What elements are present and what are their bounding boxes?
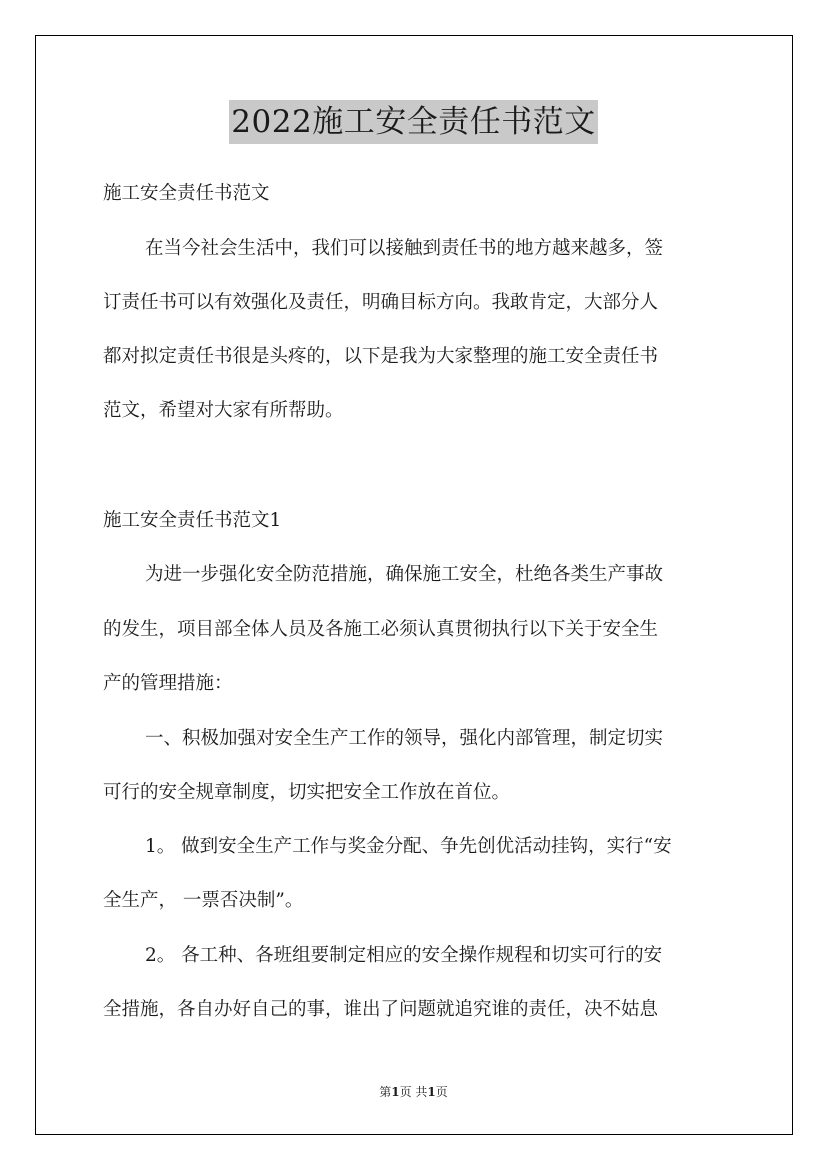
page-suffix: 页: [435, 1085, 448, 1099]
document-title: 2022施工安全责任书范文: [229, 100, 597, 144]
section-heading: 施工安全责任书范文: [103, 183, 270, 204]
paragraph-line: 可行的安全规章制度，切实把安全工作放在首位。: [103, 782, 511, 803]
paragraph-line: 为进一步强化安全防范措施，确保施工安全，杜绝各类生产事故: [145, 564, 664, 585]
paragraph-line: 2。 各工种、各班组要制定相应的安全操作规程和切实可行的安: [145, 945, 663, 966]
paragraph-line: 产的管理措施：: [103, 673, 233, 694]
page-mid: 页 共: [399, 1085, 428, 1099]
paragraph-line: 全措施，各自办好自己的事，谁出了问题就追究谁的责任，决不姑息: [103, 999, 659, 1020]
paragraph-line: 的发生，项目部全体人员及各施工必须认真贯彻执行以下关于安全生: [103, 619, 659, 640]
total-page-number: 1: [427, 1085, 436, 1099]
title-container: [0, 100, 827, 144]
paragraph-line: 全生产， 一票否决制”。: [103, 890, 304, 911]
paragraph-line: 1。 做到安全生产工作与奖金分配、争先创优活动挂钩，实行“安: [145, 836, 672, 857]
page-footer: [0, 1083, 827, 1100]
paragraph-line: 在当今社会生活中，我们可以接触到责任书的地方越来越多，签: [145, 238, 664, 259]
current-page-number: 1: [391, 1085, 400, 1099]
page-prefix: 第: [379, 1085, 392, 1099]
paragraph-line: 范文，希望对大家有所帮助。: [103, 400, 344, 421]
paragraph-line: 一、积极加强对安全生产工作的领导，强化内部管理，制定切实: [145, 728, 664, 749]
paragraph-line: 都对拟定责任书很是头疼的，以下是我为大家整理的施工安全责任书: [103, 346, 659, 367]
section-heading: 施工安全责任书范文1: [103, 510, 282, 531]
paragraph-line: 订责任书可以有效强化及责任，明确目标方向。我敢肯定，大部分人: [103, 292, 659, 313]
